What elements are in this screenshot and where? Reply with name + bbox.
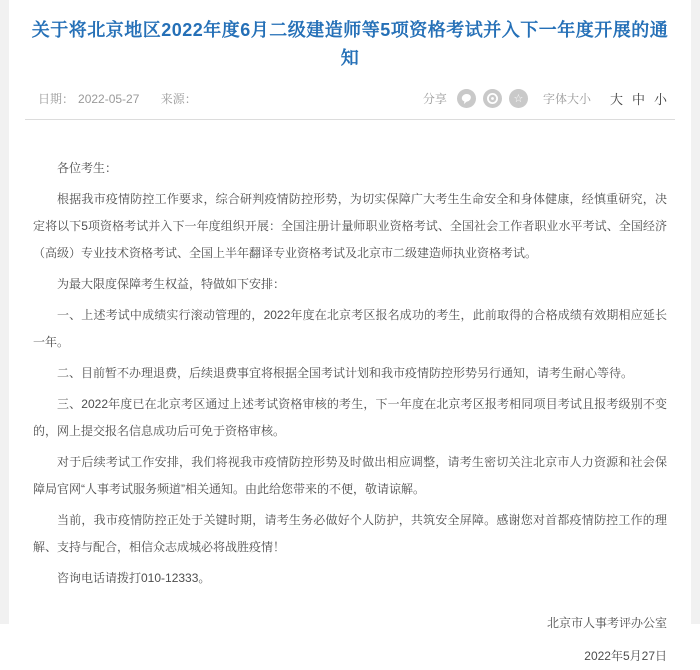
date-label: 日期： [38, 91, 75, 106]
bubble-share-icon[interactable] [457, 89, 476, 108]
salutation: 各位考生： [57, 161, 118, 175]
source-label: 来源： [160, 91, 197, 106]
paragraph-epidemic: 当前，我市疫情防控正处于关键时期，请考生务必做好个人防护，共筑安全屏障。感谢您对首都疫情防控工作的理解、支持与配合，相信众志成城必将战胜疫情！ [33, 513, 667, 554]
notice-page [9, 0, 691, 663]
signature-block [33, 610, 667, 670]
share-label: 分享 [422, 91, 447, 106]
paragraph-hotline: 咨询电话请拨打010-12333。 [57, 571, 211, 585]
font-size-medium-button[interactable]: 中 [631, 91, 645, 107]
page-left-margin [0, 0, 9, 624]
paragraph-arrangements: 为最大限度保障考生权益，特做如下安排： [57, 277, 286, 291]
star-share-icon[interactable] [509, 89, 528, 108]
signature-date: 2022年5月27日 [584, 649, 667, 663]
font-size-small-button[interactable]: 小 [653, 91, 667, 107]
paragraph-item-3: 三、2022年度已在北京考区通过上述考试资格审核的考生，下一年度在北京考区报考相同项目考试且报考级别不变的，网上提交报名信息成功后可免于资格审核。 [33, 397, 667, 438]
paragraph-followup: 对于后续考试工作安排，我们将视我市疫情防控形势及时做出相应调整，请考生密切关注北京市人力资源和社会保障局官网“人事考试服务频道”相关通知。由此给您带来的不便，敬请谅解。 [33, 455, 667, 496]
meta-left [38, 90, 201, 107]
date-value: 2022-05-27 [78, 91, 140, 106]
meta-right [423, 89, 667, 108]
paragraph-item-1: 一、上述考试中成绩实行滚动管理的，2022年度在北京考区报名成功的考生，此前取得的合格成绩有效期相应延长一年。 [33, 308, 667, 349]
meta-bar [38, 88, 667, 108]
weibo-share-icon[interactable] [483, 89, 502, 108]
article-body [9, 120, 691, 670]
paragraph-item-2: 二、目前暂不办理退费，后续退费事宜将根据全国考试计划和我市疫情防控形势另行通知，请考生耐心等待。 [57, 366, 634, 380]
font-size-label: 字体大小 [542, 91, 591, 106]
signature-office: 北京市人事考评办公室 [546, 616, 667, 630]
page-right-margin [691, 0, 700, 624]
page-title: 关于将北京地区2022年度6月二级建造师等5项资格考试并入下一年度开展的通知 [31, 20, 669, 68]
star-glyph: ☆ [513, 91, 524, 105]
paragraph-intro: 根据我市疫情防控工作要求，综合研判疫情防控形势，为切实保障广大考生生命安全和身体健康，经慎重研究，决定将以下5项资格考试并入下一年度组织开展：全国注册计量师职业资格考试、全国社会工作者职业水平考试、全国经济（高级）专业技术资格考试、全国上半年翻译专业资格考试及北京市二级建造师执业资格考试。 [33, 192, 667, 260]
font-size-large-button[interactable]: 大 [609, 91, 623, 107]
